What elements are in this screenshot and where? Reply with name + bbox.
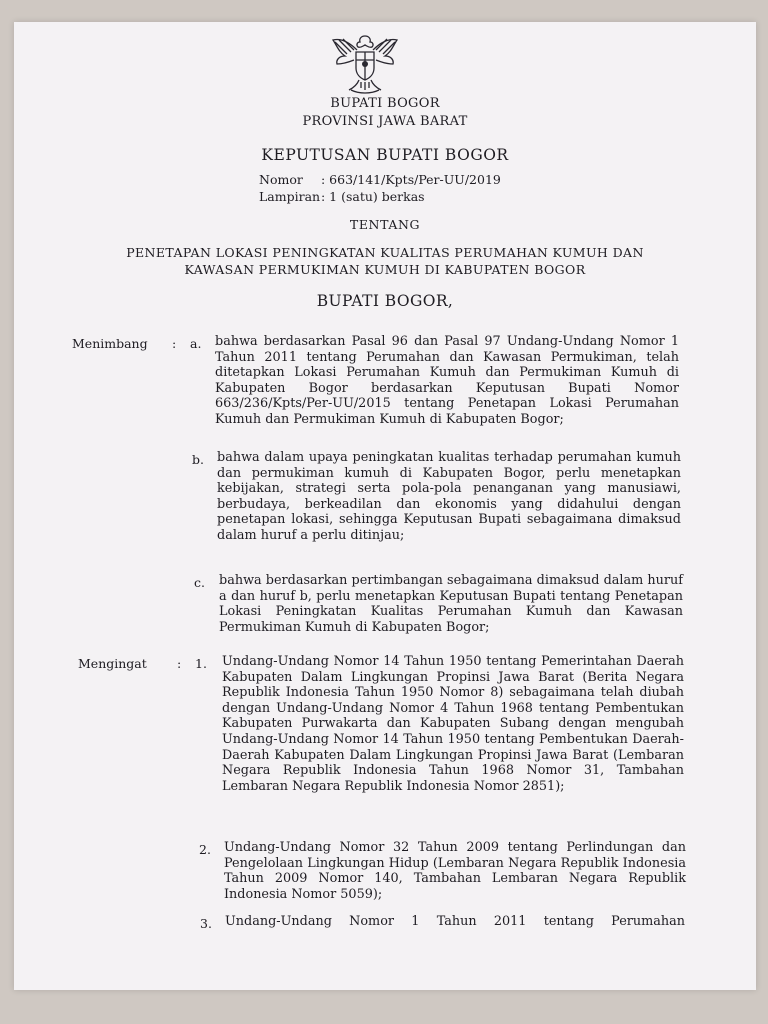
menimbang-label: Menimbang xyxy=(72,336,148,351)
garuda-emblem-icon xyxy=(327,30,403,98)
about-heading: TENTANG xyxy=(349,217,421,232)
mengingat-label: Mengingat xyxy=(78,656,147,671)
menimbang-b-text: bahwa dalam upaya peningkatan kualitas terhadap perumahan kumuh dan permukiman kumuh di Kabupaten Bogor, perlu menetapkan kebijakan, strategi serta pola-pola penanganan yang manusiawi, berbudaya, berkeadilan dan ekonomis yang didahului dengan penetapan lokasi, sehingga Keputusan Bupati sebagaimana dimaksud dalam huruf a perlu ditinjau; xyxy=(217,450,681,543)
menimbang-c-mark: c. xyxy=(194,575,205,590)
subject-line-1: PENETAPAN LOKASI PENINGKATAN KUALITAS PERUMAHAN KUMUH DAN xyxy=(126,245,644,260)
number-label: Nomor xyxy=(259,172,303,187)
menimbang-colon: : xyxy=(172,336,177,351)
letterhead-line-1: BUPATI BOGOR xyxy=(330,96,440,111)
decree-attachment-row xyxy=(259,189,425,204)
authority-heading: BUPATI BOGOR, xyxy=(316,292,454,310)
decree-title: KEPUTUSAN BUPATI BOGOR xyxy=(261,146,509,164)
menimbang-a-text: bahwa berdasarkan Pasal 96 dan Pasal 97 Undang-Undang Nomor 1 Tahun 2011 tentang Perumahan dan Kawasan Permukiman, telah ditetapkan Lokasi Perumahan Kumuh dan Permukiman Kumuh di Kabupaten Bogor berdasarkan Keputusan Bupati Nomor 663/236/Kpts/Per-UU/2015 tentang Penetapan Lokasi Perumahan Kumuh dan Permukiman Kumuh di Kabupaten Bogor; xyxy=(215,334,679,427)
mengingat-2-text: Undang-Undang Nomor 32 Tahun 2009 tentang Perlindungan dan Pengelolaan Lingkungan Hidup (Lembaran Negara Republik Indonesia Tahun 2009 Nomor 140, Tambahan Lembaran Negara Republik Indonesia Nomor 5059); xyxy=(224,840,686,902)
number-value: : 663/141/Kpts/Per-UU/2019 xyxy=(321,172,501,187)
mengingat-2-mark: 2. xyxy=(199,842,211,857)
menimbang-b-mark: b. xyxy=(192,452,204,467)
mengingat-3-text: Undang-Undang Nomor 1 Tahun 2011 tentang Perumahan xyxy=(225,914,685,929)
mengingat-colon: : xyxy=(177,656,182,671)
mengingat-1-text: Undang-Undang Nomor 14 Tahun 1950 tentang Pemerintahan Daerah Kabupaten Dalam Lingkungan Propinsi Jawa Barat (Berita Negara Republik Indonesia Tahun 1950 Nomor 8) sebagaimana telah diubah dengan Undang-Undang Nomor 4 Tahun 1968 tentang Pembentukan Kabupaten Purwakarta dan Kabupaten Subang dengan mengubah Undang-Undang Nomor 14 Tahun 1950 tentang Pembentukan Daerah-Daerah Kabupaten Dalam Lingkungan Propinsi Jawa Barat (Lembaran Negara Republik Indonesia Tahun 1968 Nomor 31, Tambahan Lembaran Negara Republik Indonesia Nomor 2851); xyxy=(222,654,684,794)
attachment-value: : 1 (satu) berkas xyxy=(321,189,425,204)
mengingat-3-mark: 3. xyxy=(200,916,212,931)
letterhead-line-2: PROVINSI JAWA BARAT xyxy=(302,114,468,129)
document-page xyxy=(14,22,756,990)
decree-number-row xyxy=(259,172,501,187)
attachment-label: Lampiran xyxy=(259,189,321,204)
menimbang-c-text: bahwa berdasarkan pertimbangan sebagaimana dimaksud dalam huruf a dan huruf b, perlu menetapkan Keputusan Bupati tentang Penetapan Lokasi Peningkatan Kualitas Perumahan Kumuh dan Kawasan Permukiman Kumuh di Kabupaten Bogor; xyxy=(219,573,683,635)
subject-line-2: KAWASAN PERMUKIMAN KUMUH DI KABUPATEN BOGOR xyxy=(184,262,586,277)
mengingat-1-mark: 1. xyxy=(195,656,207,671)
menimbang-a-mark: a. xyxy=(190,336,202,351)
